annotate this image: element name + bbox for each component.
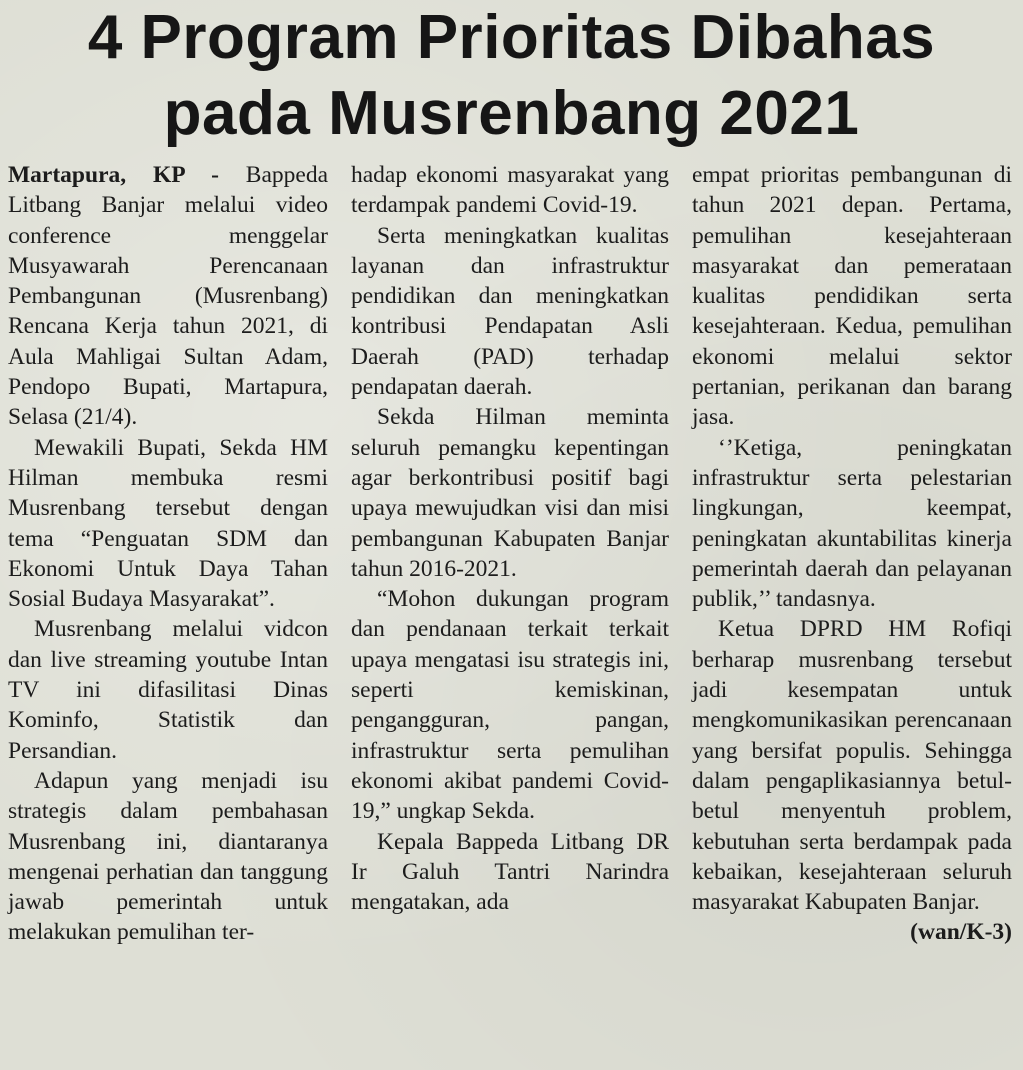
paragraph: “Mohon dukungan program dan pendanaan terkait terkait upaya mengatasi isu strategis ini, seperti kemiskinan, pengangguran, pangan, infrastruktur serta pemulihan ekonomi akibat pandemi Covid-19,” ungkap Sekda. <box>351 586 669 825</box>
paragraph: Musrenbang melalui vidcon dan live streaming youtube Intan TV ini difasilitasi Dinas Kominfo, Statistik dan Persandian. <box>8 616 328 764</box>
paragraph: Mewakili Bupati, Sekda HM Hilman membuka resmi Musrenbang tersebut dengan tema “Penguatan SDM dan Ekonomi Untuk Daya Tahan Sosial Budaya Masyarakat”. <box>8 434 328 613</box>
paragraph: Ketua DPRD HM Rofiqi berharap musrenbang tersebut jadi kesempatan untuk mengkomunikasikan perencanaan yang bersifat populis. Sehingga dalam pengaplikasiannya betul-betul menyentuh problem, kebutuhan serta berdampak pada kebaikan, kesejahteraan seluruh masyarakat Kabupaten Banjar. <box>692 616 1012 916</box>
headline <box>0 0 1023 152</box>
paragraph: Adapun yang menjadi isu strategis dalam pembahasan Musrenbang ini, diantaranya mengenai perhatian dan tanggung jawab pemerintah untuk melakukan pemulihan ter- <box>8 767 328 946</box>
article-column-1 <box>8 160 328 948</box>
headline-line-1: 4 Program Prioritas Dibahas <box>87 3 936 72</box>
article-column-3 <box>692 160 1012 948</box>
paragraph: Kepala Bappeda Litbang DR Ir Galuh Tantri Narindra mengatakan, ada <box>351 828 669 916</box>
paragraph <box>8 160 328 433</box>
article-column-2 <box>351 160 669 917</box>
byline: (wan/K-3) <box>910 919 1012 946</box>
paragraph: ‘’Ketiga, peningkatan infrastruktur serta pelestarian lingkungan, keempat, peningkatan akuntabilitas kinerja pemerintah daerah dan pelayanan publik,’’ tandasnya. <box>692 434 1012 613</box>
headline-line-2: pada Musrenbang 2021 <box>163 79 860 148</box>
dateline: Martapura, KP - <box>8 162 219 188</box>
paragraph: hadap ekonomi masyarakat yang terdampak pandemi Covid-19. <box>351 162 669 219</box>
paragraph: Sekda Hilman meminta seluruh pemangku kepentingan agar berkontribusi positif bagi upaya mewujudkan visi dan misi pembangunan Kabupaten Banjar tahun 2016-2021. <box>351 404 669 582</box>
paragraph-text: Bappeda Litbang Banjar melalui video conference menggelar Musyawarah Perencanaan Pembangunan (Musrenbang) Rencana Kerja tahun 2021, di Aula Mahligai Sultan Adam, Pendopo Bupati, Martapura, Selasa (21/4). <box>8 162 328 431</box>
paragraph: Serta meningkatkan kualitas layanan dan infrastruktur pendidikan dan meningkatkan kontribusi Pendapatan Asli Daerah (PAD) terhadap pendapatan daerah. <box>351 222 669 401</box>
paragraph: empat prioritas pembangunan di tahun 2021 depan. Pertama, pemulihan kesejahteraan masyarakat dan pemerataan kualitas pendidikan serta kesejahteraan. Kedua, pemulihan ekonomi melalui sektor pertanian, perikanan dan barang jasa. <box>692 162 1012 431</box>
